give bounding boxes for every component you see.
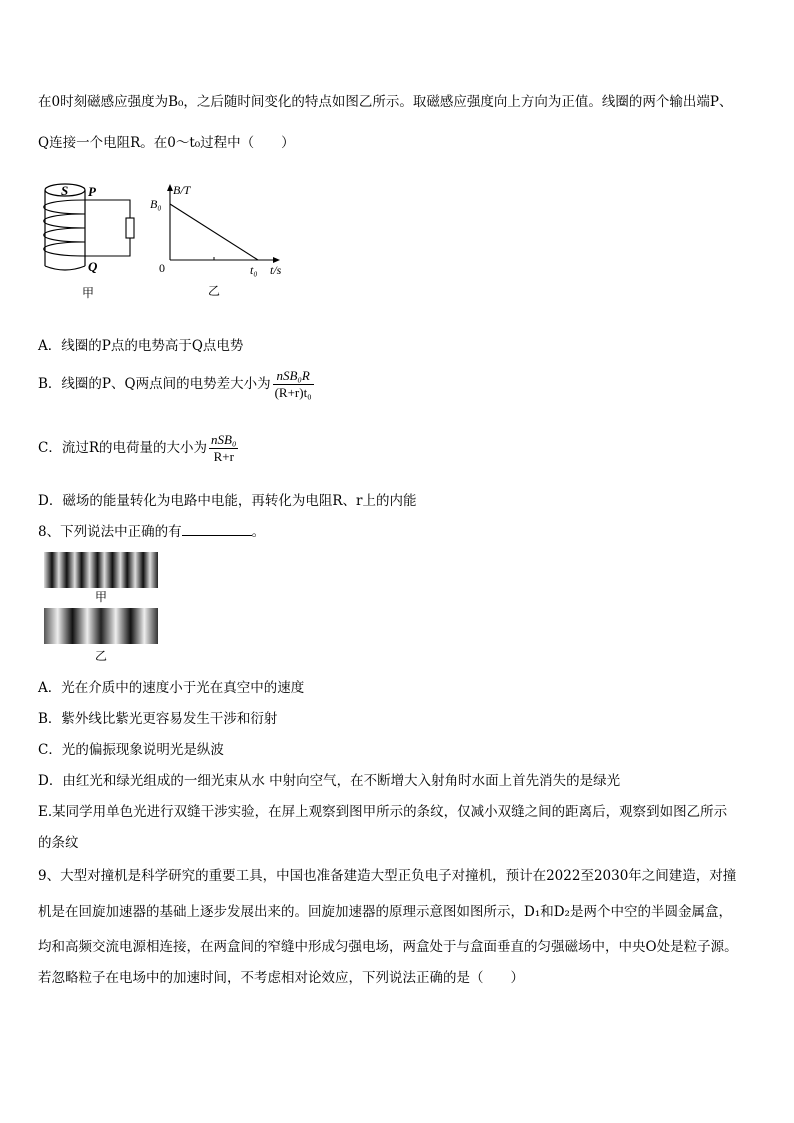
q9-stem-line3: 均和高频交流电源相连接，在两盒间的窄缝中形成匀强电场，两盒处于与盒面垂直的匀强磁场中，中央O处是粒子源。 xyxy=(38,939,738,955)
fringe-caption-jia: 甲 xyxy=(95,590,108,604)
wire-bottom xyxy=(85,238,130,256)
label-q: Q xyxy=(88,259,98,274)
frac-b-numerator: nSB₀R xyxy=(273,368,314,385)
frac-c-numerator: nSB₀ xyxy=(211,432,237,447)
label-p: P xyxy=(88,184,96,199)
frac-b-denominator: (R+r)t₀ xyxy=(274,385,312,400)
label-s: S xyxy=(61,183,69,198)
q7-figure-yi xyxy=(148,182,298,302)
q7-stem-line1: 在0时刻磁感应强度为B₀，之后随时间变化的特点如图乙所示。取磁感应强度向上方向为正值。线圈的两个输出端P、 xyxy=(38,94,733,110)
q7-option-b xyxy=(38,368,316,401)
y-axis-label: B/T xyxy=(173,183,191,197)
fringe-caption-yi: 乙 xyxy=(95,649,108,663)
y-tick-b0: B₀ xyxy=(150,197,162,211)
q8-option-a: A．光在介质中的速度小于光在真空中的速度 xyxy=(38,680,305,696)
caption-yi: 乙 xyxy=(208,284,221,298)
q8-option-e-line1: E.某同学用单色光进行双缝干涉实验，在屏上观察到图甲所示的条纹，仅减小双缝之间的距离后，观察到如图乙所示 xyxy=(38,804,728,820)
coil-3 xyxy=(44,228,85,242)
frac-c-denominator: R+r xyxy=(213,449,234,464)
x-axis-label: t/s xyxy=(270,263,282,277)
fringe-yi xyxy=(44,608,158,644)
q8-stem xyxy=(38,520,265,540)
q8-option-d: D．由红光和绿光组成的一细光束从水 中射向空气，在不断增大入射角时水面上首先消失的是绿光 xyxy=(38,773,621,789)
q8-option-b: B．紫外线比紫光更容易发生干涉和衍射 xyxy=(38,711,278,727)
q8-stem-text: 8、下列说法中正确的有 xyxy=(38,524,182,540)
q7-stem-line2: Q连接一个电阻R。在0～t₀过程中（ ） xyxy=(38,135,295,151)
q8-fringe-figure xyxy=(44,552,160,664)
resistor xyxy=(126,218,134,238)
wire-top xyxy=(85,200,130,218)
q8-option-e-line2: 的条纹 xyxy=(38,835,79,851)
q8-stem-end: 。 xyxy=(251,524,266,540)
q9-stem-line2: 机是在回旋加速器的基础上逐步发展出来的。回旋加速器的原理示意图如图所示，D₁和D₂是两个中空的半圆金属盒， xyxy=(38,904,732,920)
origin: 0 xyxy=(159,261,165,275)
q8-option-c: C．光的偏振现象说明光是纵波 xyxy=(38,742,224,758)
q7-option-c-fraction xyxy=(209,432,238,465)
coil-1 xyxy=(44,200,85,214)
core-bottom xyxy=(45,266,85,270)
q7-option-b-text: B．线圈的P、Q两点间的电势差大小为 xyxy=(38,376,271,392)
q9-stem-line1: 9、大型对撞机是科学研究的重要工具，中国也准备建造大型正负电子对撞机，预计在2022至2030年之间建造，对撞 xyxy=(38,868,737,884)
q9-stem-line4: 若忽略粒子在电场中的加速时间，不考虑相对论效应，下列说法正确的是（ ） xyxy=(38,970,524,986)
q7-option-b-fraction xyxy=(273,368,314,401)
q7-option-c xyxy=(38,432,240,465)
coil-2 xyxy=(44,214,85,228)
caption-jia: 甲 xyxy=(82,286,95,300)
fringe-jia xyxy=(44,552,158,588)
q7-option-d: D．磁场的能量转化为电路中电能，再转化为电阻R、r上的内能 xyxy=(38,493,417,509)
b-line xyxy=(170,204,258,260)
q7-option-a: A．线圈的P点的电势高于Q点电势 xyxy=(38,338,244,354)
q8-answer-blank xyxy=(182,521,252,536)
q7-figure-jia xyxy=(30,178,150,303)
x-tick-t0: t₀ xyxy=(250,263,258,277)
coil-4 xyxy=(44,242,85,256)
q7-option-c-text: C．流过R的电荷量的大小为 xyxy=(38,440,207,456)
